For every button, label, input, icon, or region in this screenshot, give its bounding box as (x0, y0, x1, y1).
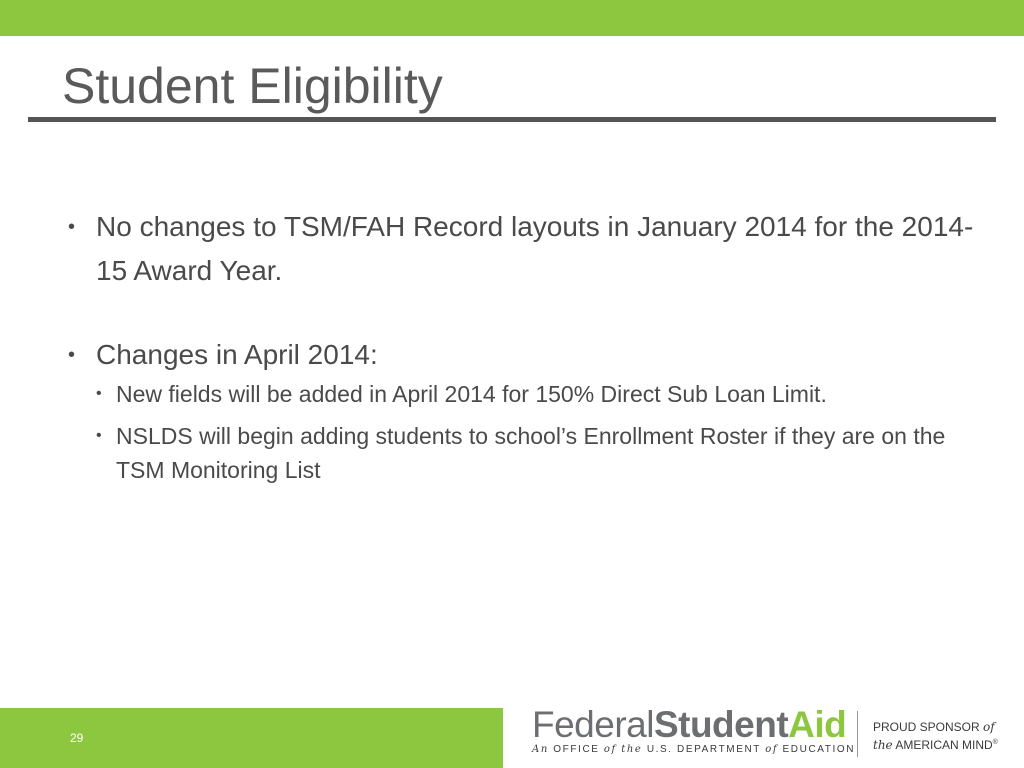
sub-bullet-marker: • (96, 427, 102, 444)
logo-divider (857, 711, 858, 757)
sub-bullet-text: New fields will be added in April 2014 for 150% Direct Sub Loan Limit. (116, 381, 827, 407)
sub-bullet-text: NSLDS will begin adding students to school’s Enrollment Roster if they are on the TSM Monitoring List (116, 423, 946, 483)
sub-bullet-item (66, 377, 976, 411)
title-underline (28, 117, 996, 122)
logo-tagline: An OFFICE of the U.S. DEPARTMENT of EDUCATION (532, 744, 856, 755)
bullet-item (66, 205, 976, 293)
sub-bullet-marker: • (96, 385, 102, 402)
sponsor-line-2: the AMERICAN MIND® (873, 738, 998, 752)
sub-bullet-item (66, 419, 976, 487)
federal-student-aid-logo (532, 704, 855, 755)
logo-wordmark: FederalStudentAid (532, 704, 847, 745)
bullet-text: Changes in April 2014: (96, 339, 378, 370)
bullet-text: No changes to TSM/FAH Record layouts in January 2014 for the 2014-15 Award Year. (96, 211, 974, 286)
sponsor-text (873, 719, 998, 753)
slide-content (66, 205, 976, 487)
bullet-marker: • (68, 216, 76, 238)
bullet-marker: • (68, 344, 76, 366)
sponsor-line-1: PROUD SPONSOR of (873, 720, 995, 734)
bullet-item (66, 333, 976, 377)
top-accent-bar (0, 0, 1024, 36)
slide-title: Student Eligibility (62, 58, 443, 114)
page-number: 29 (70, 731, 84, 745)
